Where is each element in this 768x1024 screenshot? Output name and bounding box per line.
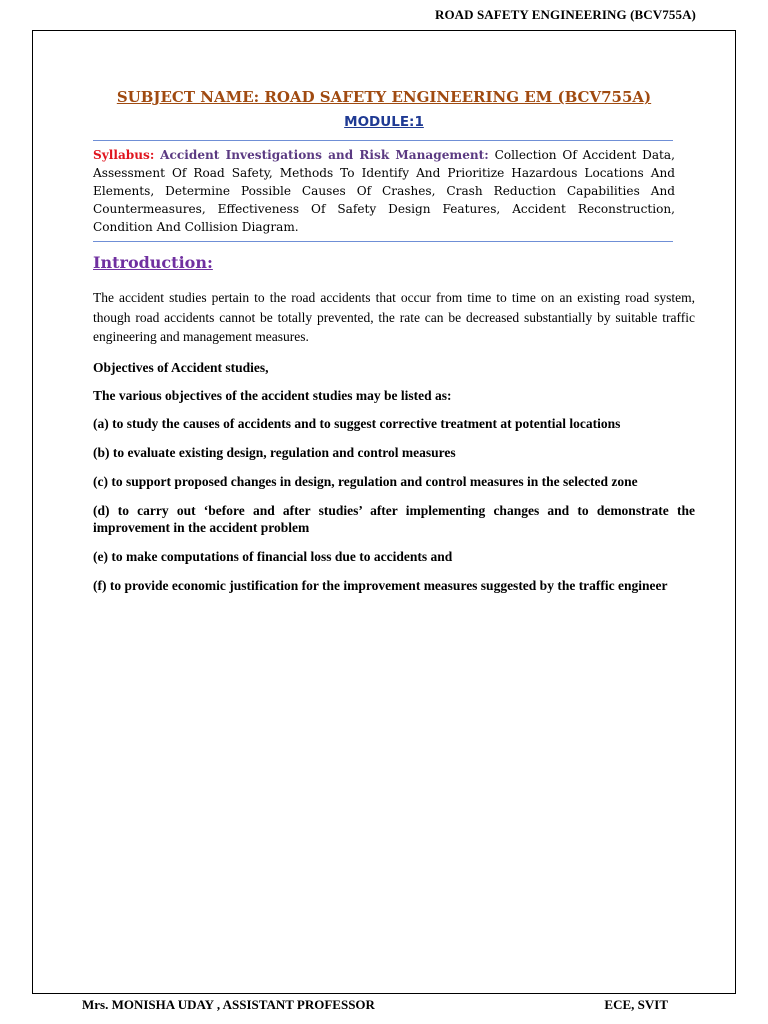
subject-title: SUBJECT NAME: ROAD SAFETY ENGINEERING EM (BCV755A) — [116, 88, 652, 106]
objectives-intro: The various objectives of the accident studies may be listed as: — [93, 387, 452, 403]
introduction-paragraph: The accident studies pertain to the road accidents that occur from time to time on an existing road system, though road accidents cannot be totally prevented, the rate can be decreased substantially by suitable traffic engineering and management measures. — [93, 290, 695, 344]
objective-item: (a) to study the causes of accidents and to suggest corrective treatment at potential locations — [93, 415, 621, 431]
introduction-heading: Introduction: — [93, 253, 213, 272]
divider-bottom — [93, 241, 673, 242]
syllabus-topic: Accident Investigations and Risk Management: — [160, 148, 489, 162]
footer-author: Mrs. MONISHA UDAY , ASSISTANT PROFESSOR — [82, 997, 375, 1012]
syllabus-text: Collection Of Accident Data, Assessment Of Road Safety, Methods To Identify And Prioritize Hazardous Locations And Elements, Determine Possible Causes Of Crashes, Crash Reduction Capabilities And Countermeasures, Effectiveness Of Safety Design Features, Accident Reconstruction, Condition And Collision Diagram. — [93, 148, 675, 234]
syllabus-block — [93, 146, 675, 236]
module-title: MODULE:1 — [344, 114, 424, 130]
syllabus-label: Syllabus: — [93, 148, 155, 162]
objective-item: (c) to support proposed changes in design, regulation and control measures in the selected zone — [93, 473, 638, 489]
objective-item: (f) to provide economic justification for the improvement measures suggested by the traffic engineer — [93, 577, 668, 593]
objective-item: (e) to make computations of financial loss due to accidents and — [93, 548, 453, 564]
objectives-list — [93, 415, 695, 594]
objective-item: (d) to carry out ‘before and after studies’ after implementing changes and to demonstrate the improvement in the accident problem — [93, 502, 695, 535]
objective-item: (b) to evaluate existing design, regulation and control measures — [93, 444, 456, 460]
divider-top — [93, 140, 673, 141]
footer-department: ECE, SVIT — [604, 997, 668, 1012]
running-header: ROAD SAFETY ENGINEERING (BCV755A) — [434, 7, 696, 22]
introduction-content — [93, 288, 695, 606]
objectives-heading: Objectives of Accident studies, — [93, 359, 269, 375]
